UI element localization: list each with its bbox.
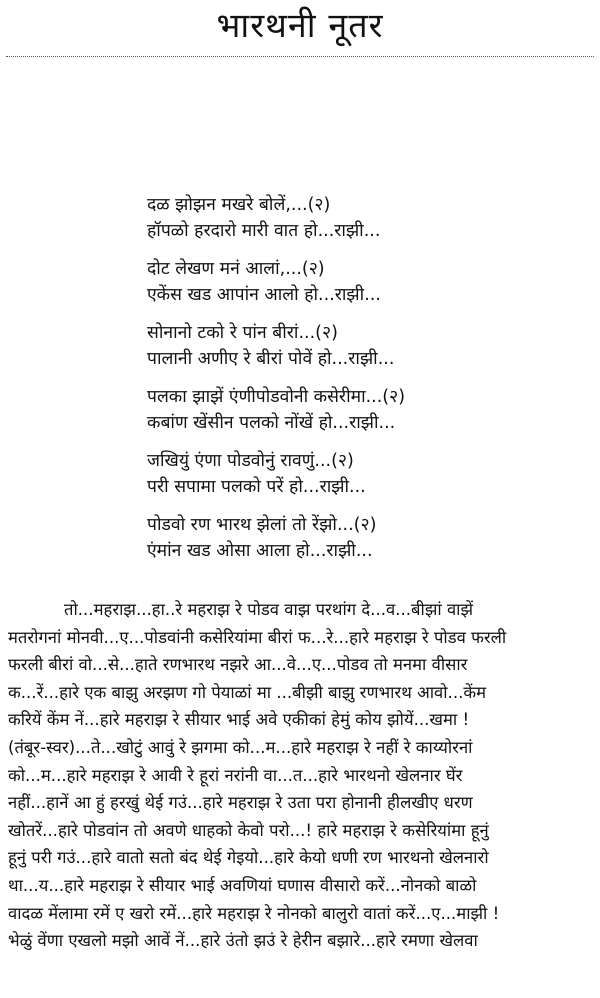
poem-stanza — [147, 384, 587, 436]
poem-line: दळ झोझन मखरे बोलें,...(२) — [147, 195, 331, 215]
prose-line: नहीं...हानें आ हुं हरखुं थेई गउं...हारे महराझ रे उता परा होनानी हीलखीए धरण — [8, 793, 473, 813]
poem-stanza — [147, 192, 587, 244]
poem-line: जखियुं एंणा पोडवोनुं रावणुं...(२) — [147, 451, 354, 471]
poem-stanza — [147, 512, 587, 564]
title-divider — [6, 56, 594, 57]
poem-line: दोट लेखण मनं आलां,...(२) — [147, 259, 325, 279]
prose-line: को...म...हारे महराझ रे आवी रे हूरां नरांनी वा...त...हारे भारथनो खेलनार घेंर — [8, 765, 463, 785]
poem-block — [147, 192, 587, 576]
poem-line: पलका झाझें एंणीपोडवोनी कसेरीमा...(२) — [147, 387, 406, 407]
prose-line: भेळुं वेंणा एखलो मझो आवें नें...हारे उंतो झउं रे हेरीन बझारे...हारे रमणा खेलवा — [8, 931, 478, 951]
poem-line: सोनानो टको रे पांन बीरां...(२) — [147, 323, 338, 343]
page-title: भारथनी नूतर — [216, 6, 384, 46]
prose-line: फरली बीरां वो...से...हाते रणभारथ नझरे आ...वे...ए...पोडव तो मनमा वीसार — [8, 655, 468, 675]
poem-stanza — [147, 256, 587, 308]
poem-stanza — [147, 448, 587, 500]
poem-line: पालानी अणीए रे बीरां पोवें हो...राझी... — [147, 349, 395, 369]
prose-line: था...य...हारे महराझ रे सीयार भाई अवणियां घणास वीसारो करें...नोनको बाळो — [8, 875, 477, 895]
prose-line: क...रें...हारे एक बाझु अरझण गो पेयाळां मा ...बीझी बाझु रणभारथ आवो...केंम — [8, 682, 487, 702]
poem-line: पोडवो रण भारथ झेलां तो रेंझो...(२) — [147, 515, 377, 535]
prose-line: मतरोगनां मोनवी...ए...पोडवांनी कसेरियांमा बीरां फ...रे...हारे महराझ रे पोडव फरली — [8, 627, 507, 647]
poem-line: परी सपामा पलको परें हो...राझी... — [147, 477, 366, 497]
poem-line: एकेंस खड आपांन आलो हो...राझी... — [147, 285, 381, 305]
poem-line: कबांण खेंसीन पलको नोंखें हो...राझी... — [147, 413, 396, 433]
prose-line: करियें केंम नें...हारे महराझ रे सीयार भाई अवे एकीकां हेमुं कोय झोयें...खमा ! — [8, 710, 470, 730]
poem-line: एंमांन खड ओसा आला हो...राझी... — [147, 541, 373, 561]
poem-line: हॉपळो हरदारो मारी वात हो...राझी... — [147, 221, 381, 241]
prose-line: तो...महराझ...हा..रे महराझ रे पोडव वाझ परथांग दे...व...बीझां वाझें — [64, 600, 474, 619]
prose-paragraph — [8, 596, 594, 955]
prose-line: वादळ मेंलामा रमें ए खरो रमें...हारे महराझ रे नोनको बालुरो वातां करें...ए...माझी ! — [8, 903, 500, 923]
prose-line: हूनुं परी गउं...हारे वातो सतो बंद थेई गेइयो...हारे केयो धणी रण भारथनो खेलनारो — [8, 848, 489, 868]
poem-stanza — [147, 320, 587, 372]
prose-line: खोतरें...हारे पोडवांन तो अवणे धाहको केवो परो...! हारे महराझ रे कसेरियांमा हूनुं — [8, 820, 489, 840]
prose-line: (तंबूर-स्वर)...ते...खोटुं आवुं रे झगमा को...म...हारे महराझ रे नहीं रे काय्योरनां — [8, 737, 473, 757]
